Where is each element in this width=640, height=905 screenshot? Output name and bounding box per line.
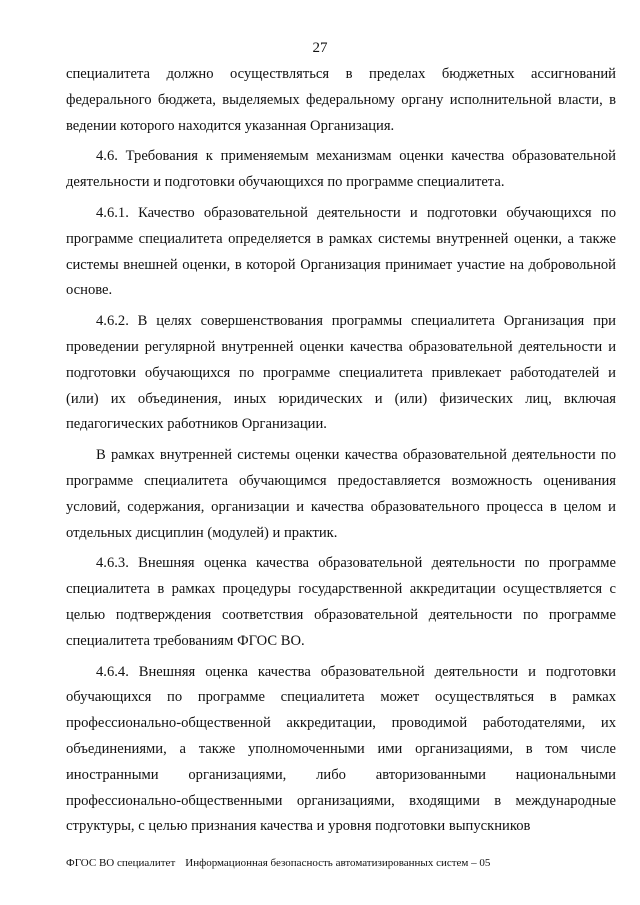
paragraph-internal-assessment: В рамках внутренней системы оценки качества образовательной деятельности по программе специалитета обучающимся предоставляется возможность оценивания условий, содержания, организации и качества образовательного процесса в целом и отдельных дисциплин (модулей) и практик. bbox=[66, 447, 616, 541]
document-body bbox=[66, 62, 616, 840]
paragraph-continuation: специалитета должно осуществляться в пределах бюджетных ассигнований федерального бюджета, выделяемых федеральному органу исполнительной власти, в ведении которого находится указанная Организация. bbox=[66, 66, 616, 134]
paragraph-4-6-2: 4.6.2. В целях совершенствования программы специалитета Организация при проведении регулярной внутренней оценки качества образовательной деятельности и подготовки обучающихся по программе специалитета привлекает работодателей и (или) их объединения, иных юридических и (или) физических лиц, включая педагогических работников Организации. bbox=[66, 313, 616, 433]
page-number: 27 bbox=[312, 40, 328, 56]
footer-program: Информационная безопасность автоматизированных систем – 05 bbox=[185, 857, 491, 869]
page-footer bbox=[66, 857, 490, 869]
paragraph-4-6-1: 4.6.1. Качество образовательной деятельности и подготовки обучающихся по программе специалитета определяется в рамках системы внутренней оценки, а также системы внешней оценки, в которой Организация принимает участие на добровольной основе. bbox=[66, 204, 616, 299]
paragraph-4-6-3: 4.6.3. Внешняя оценка качества образовательной деятельности по программе специалитета в рамках процедуры государственной аккредитации осуществляется с целью подтверждения соответствия образовательной деятельности по программе специалитета требованиям ФГОС ВО. bbox=[66, 555, 616, 649]
paragraph-4-6-4: 4.6.4. Внешняя оценка качества образовательной деятельности и подготовки обучающихся по программе специалитета может осуществляться в рамках профессионально-общественной аккредитации, проводимой работодателями, их объединениями, а также уполномоченными ими организациями, в том числе иностранными организациями, либо авторизованными национальными профессионально-общественными организациями, входящими в международные структуры, с целью признания качества и уровня подготовки выпускников bbox=[66, 663, 616, 835]
paragraph-4-6: 4.6. Требования к применяемым механизмам оценки качества образовательной деятельности и подготовки обучающихся по программе специалитета. bbox=[66, 148, 616, 191]
footer-standard: ФГОС ВО специалитет bbox=[66, 857, 176, 869]
